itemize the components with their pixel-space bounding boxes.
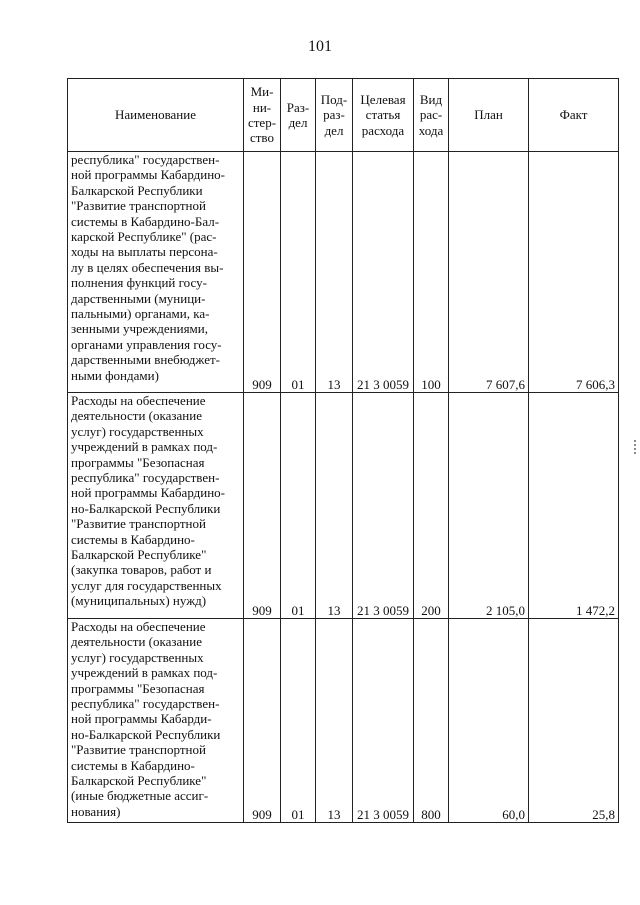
row-fact: 25,8 — [529, 619, 619, 823]
row-section: 01 — [281, 152, 316, 393]
table-row — [68, 393, 619, 619]
row-ministry: 909 — [244, 152, 281, 393]
header-target: Целевая статья расхода — [353, 79, 414, 152]
row-ministry: 909 — [244, 619, 281, 823]
header-section: Раз- дел — [281, 79, 316, 152]
table-row — [68, 152, 619, 393]
row-section: 01 — [281, 619, 316, 823]
row-target: 21 3 0059 — [353, 393, 414, 619]
scan-artifact — [634, 440, 636, 456]
row-type: 800 — [414, 619, 449, 823]
row-name: Расходы на обеспечение деятельности (оказание услуг) государственных учреждений в рамках под- программы "Безопасная республика" государствен- ной программы Кабарди- но-Балкарской Республики "Развитие транспортной системы в Кабардино- Балкарской Республике" (иные бюджетные ассиг- нования) — [68, 619, 244, 823]
row-fact: 1 472,2 — [529, 393, 619, 619]
table-header-row — [68, 79, 619, 152]
row-plan: 2 105,0 — [449, 393, 529, 619]
row-section: 01 — [281, 393, 316, 619]
page-number: 101 — [308, 38, 332, 55]
budget-table — [67, 78, 619, 823]
row-name: Расходы на обеспечение деятельности (оказание услуг) государственных учреждений в рамках под- программы "Безопасная республика" государствен- ной программы Кабардино- но-Балкарской Республики "Развитие транспортной системы в Кабардино- Балкарской Республике" (закупка товаров, работ и услуг для государственных (муниципальных) нужд) — [68, 393, 244, 619]
table-row — [68, 619, 619, 823]
row-plan: 7 607,6 — [449, 152, 529, 393]
row-ministry: 909 — [244, 393, 281, 619]
row-type: 200 — [414, 393, 449, 619]
row-name: республика" государствен- ной программы Кабардино- Балкарской Республики "Развитие транспортной системы в Кабардино-Бал- карской Республике" (рас- ходы на выплаты персона- лу в целях обеспечения вы- полнения функций госу- дарственными (муници- пальными) органами, ка- зенными учреждениями, органами управления госу- дарственными внебюджет- ными фондами) — [68, 152, 244, 393]
header-name: Наименование — [68, 79, 244, 152]
header-fact: Факт — [529, 79, 619, 152]
header-type: Вид рас- хода — [414, 79, 449, 152]
header-ministry: Ми- ни- стер- ство — [244, 79, 281, 152]
row-fact: 7 606,3 — [529, 152, 619, 393]
row-subsection: 13 — [316, 393, 353, 619]
row-target: 21 3 0059 — [353, 152, 414, 393]
row-plan: 60,0 — [449, 619, 529, 823]
header-subsection: Под- раз- дел — [316, 79, 353, 152]
row-type: 100 — [414, 152, 449, 393]
row-target: 21 3 0059 — [353, 619, 414, 823]
row-subsection: 13 — [316, 152, 353, 393]
header-plan: План — [449, 79, 529, 152]
row-subsection: 13 — [316, 619, 353, 823]
